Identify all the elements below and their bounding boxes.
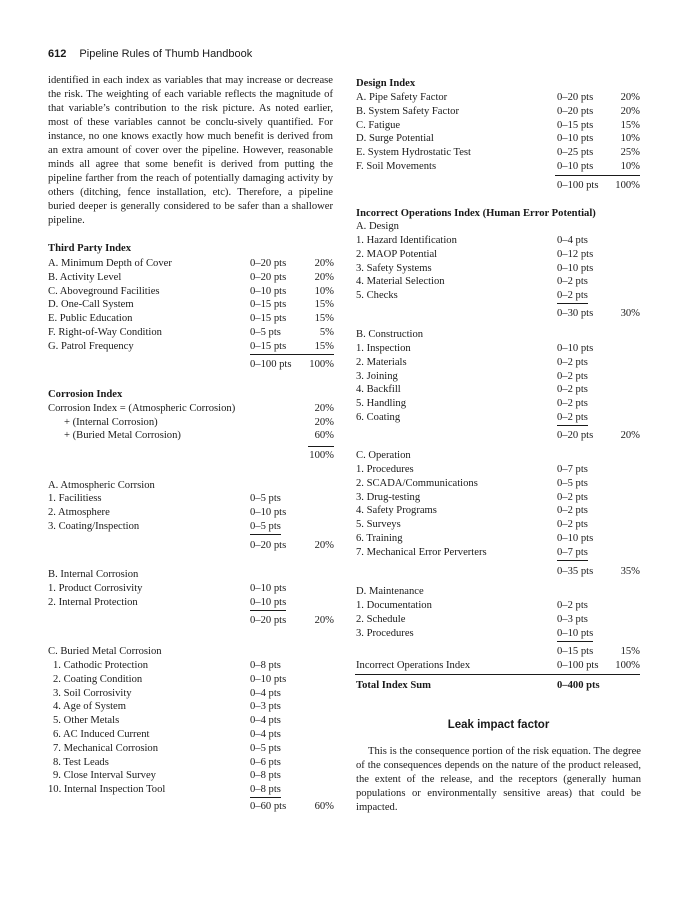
item-label: 6. Training [356,533,403,544]
item-label: A. Minimum Depth of Cover [48,258,172,269]
total-index-label: Total Index Sum [356,680,431,691]
item-pct: 10% [314,285,334,297]
item-pts: 0–10 pts [557,133,594,145]
total-pct: 20% [314,540,334,551]
internal-corrosion-title: B. Internal Corrosion [48,569,139,580]
corrosion-formula-rule [308,446,334,447]
item-label: 1. Cathodic Protection [53,660,149,671]
item-pts: 0–20 pts [250,258,287,269]
item-pct: 15% [620,119,640,131]
item-pct: 25% [620,147,640,159]
item-pts: 0–4 pts [250,687,281,699]
io-construction-title: B. Construction [356,329,424,340]
item-label: 2. Coating Condition [53,673,143,685]
item-label: 2. Internal Protection [48,597,138,608]
item-label: 2. Atmosphere [48,507,110,518]
item-pts: 0–7 pts [557,464,588,475]
page-header [48,48,252,60]
item-label: 10. Internal Inspection Tool [48,784,166,796]
item-pts: 0–2 pts [557,276,588,288]
item-pct: 20% [620,105,640,117]
item-label: F. Soil Movements [356,161,437,172]
item-label: 1. Facilitiess [48,493,102,504]
item-pts: 0–2 pts [557,398,588,410]
item-label: D. Surge Potential [356,133,434,145]
item-label: A. Pipe Safety Factor [356,92,448,103]
total-pts: 0–20 pts [250,615,287,626]
item-pts: 0–4 pts [250,729,281,740]
item-label: 9. Close Interval Survey [53,770,156,782]
io-design-title: A. Design [356,221,399,232]
item-pts: 0–10 pts [250,507,287,518]
item-label: G. Patrol Frequency [48,340,134,352]
item-pts: 0–10 pts [557,161,594,172]
corrosion-title: Corrosion Index [48,389,123,400]
total-pts: 0–30 pts [557,308,594,319]
item-pct: 15% [314,313,334,325]
io-operation-title: C. Operation [356,450,411,461]
item-pct: 15% [314,340,334,352]
item-pts: 0–2 pts [557,384,588,396]
total-pts: 0–35 pts [557,566,594,577]
item-pct: 60% [314,430,334,441]
item-label: 1. Product Corrosivity [48,583,143,594]
item-pts: 0–20 pts [250,271,287,283]
design-total-rule [555,175,640,176]
item-pts: 0–2 pts [557,370,588,382]
total-pct: 100% [615,180,640,191]
item-label: 3. Soil Corrosivity [53,687,132,699]
item-label: 1. Procedures [356,464,414,475]
item-label: 1. Hazard Identification [356,235,457,246]
item-pts: 0–5 pts [250,327,281,338]
item-pts: 0–5 pts [557,477,588,489]
total-pct: 20% [620,430,640,441]
item-pts: 0–15 pts [250,313,287,325]
item-pct: 20% [620,92,640,103]
atmospheric-title: A. Atmospheric Corrsion [48,480,155,491]
item-label: 4. Age of System [53,701,126,713]
item-pts: 0–2 pts [557,411,588,426]
total-pts: 0–20 pts [250,540,287,551]
item-pct: 20% [314,403,334,414]
item-label: F. Right-of-Way Condition [48,327,162,338]
item-pts: 0–20 pts [557,105,594,117]
item-label: 5. Other Metals [53,715,120,727]
item-label: 6. AC Induced Current [53,729,150,740]
total-index-rule [355,674,640,675]
design-title: Design Index [356,78,416,89]
third-party-total-rule [250,354,334,355]
item-pts: 0–5 pts [250,493,281,504]
item-label: E. Public Education [48,313,133,325]
item-label: 5. Surveys [356,519,401,531]
item-label: 7. Mechanical Corrosion [53,742,159,754]
intro-paragraph: identified in each index as variables that may increase or decrease the risk. The weighting of each variable reflects the magnitude of that variable’s contribution to the risk picture. As noted earlier, most of these variables cannot be conclu-sively quantified. For instance, no one knows exactly how much benefit is derived from an extra amount of cover over the pipeline. However, reasonable minds all agree that some benefit is derived from putting the pipeline farther from the reach of potentially damaging activity by others (ditching, fence installation, etc). Therefore, a pipeline buried deeper is generally considered to be safer than a shallower pipeline. [48,75,333,226]
item-label: 3. Drug-testing [356,491,421,503]
item-label: 5. Handling [356,398,407,410]
item-label: 8. Test Leads [53,756,109,768]
item-pts: 0–25 pts [557,147,594,159]
io-summary-pct: 100% [615,660,640,671]
formula-total: 100% [309,450,334,461]
io-summary-label: Incorrect Operations Index [356,660,471,671]
item-pct: 10% [620,161,640,172]
item-pts: 0–8 pts [250,783,281,798]
third-party-title: Third Party Index [48,243,131,254]
item-label: + (Internal Corrosion) [64,416,158,428]
book-title: Pipeline Rules of Thumb Handbook [79,48,253,60]
item-label: 3. Coating/Inspection [48,521,140,532]
item-label: Corrosion Index = (Atmospheric Corrosion) [48,403,236,414]
item-pts: 0–2 pts [557,289,588,304]
item-pts: 0–5 pts [250,742,281,754]
item-pct: 10% [620,133,640,145]
buried-corrosion-title: C. Buried Metal Corrosion [48,646,162,657]
item-label: 2. MAOP Potential [356,248,438,260]
item-pts: 0–10 pts [557,627,593,642]
total-pts: 0–100 pts [250,359,292,370]
total-pts: 0–20 pts [557,430,594,441]
leak-impact-paragraph: This is the consequence portion of the risk equation. The degree of the consequences depends on the nature of the product released, the extent of the release, and the receptors (generally human populations or environmentally sensitive areas) that could be impacted. [356,746,641,813]
item-pct: 20% [314,416,334,428]
item-pts: 0–10 pts [250,596,286,611]
item-pts: 0–4 pts [557,235,588,246]
item-label: 4. Backfill [356,384,401,396]
item-pts: 0–2 pts [557,491,588,503]
item-pts: 0–10 pts [557,533,594,544]
total-pct: 100% [309,359,334,370]
io-maintenance-title: D. Maintenance [356,586,424,597]
item-pct: 15% [314,299,334,311]
item-label: C. Aboveground Facilities [48,285,160,297]
item-pts: 0–6 pts [250,756,281,768]
item-pts: 0–7 pts [557,546,588,561]
item-label: 3. Safety Systems [356,262,432,274]
item-label: 1. Inspection [356,343,411,354]
item-label: 2. Schedule [356,613,406,625]
total-pts: 0–15 pts [557,646,594,657]
item-label: B. Activity Level [48,271,122,283]
item-pts: 0–8 pts [250,770,281,782]
item-pts: 0–10 pts [250,583,287,594]
incorrect-ops-title: Incorrect Operations Index (Human Error Potential) [356,208,596,219]
item-pts: 0–10 pts [557,262,594,274]
total-pts: 0–60 pts [250,801,287,812]
item-label: 2. SCADA/Communications [356,477,478,489]
item-pct: 20% [314,258,334,269]
page-number: 612 [48,48,67,60]
item-pts: 0–3 pts [557,613,588,625]
item-pts: 0–2 pts [557,600,588,611]
item-pts: 0–3 pts [250,701,281,713]
total-pct: 35% [620,566,640,577]
item-label: 1. Documentation [356,600,432,611]
item-pts: 0–10 pts [250,285,287,297]
item-pts: 0–12 pts [557,248,594,260]
total-pts: 0–100 pts [557,180,599,191]
item-label: 5. Checks [356,290,398,302]
item-label: 7. Mechanical Error Perverters [356,546,487,558]
item-pts: 0–15 pts [250,340,287,352]
item-label: B. System Safety Factor [356,105,459,117]
item-label: 3. Procedures [356,627,414,639]
leak-impact-heading: Leak impact factor [447,719,550,731]
item-pts: 0–15 pts [557,119,594,131]
item-pct: 5% [319,327,334,338]
item-pct: 20% [314,271,334,283]
item-pts: 0–10 pts [557,343,594,354]
total-pct: 20% [314,615,334,626]
total-pct: 30% [620,308,640,319]
item-label: 3. Joining [356,370,398,382]
item-pts: 0–5 pts [250,520,281,535]
item-label: 2. Materials [356,356,407,368]
item-label: E. System Hydrostatic Test [356,147,471,159]
total-index-pts: 0–400 pts [557,680,600,691]
item-label: 6. Coating [356,412,401,423]
item-pts: 0–2 pts [557,519,588,531]
item-pts: 0–2 pts [557,356,588,368]
io-summary-pts: 0–100 pts [557,660,599,671]
item-pts: 0–20 pts [557,92,594,103]
total-pct: 15% [620,646,640,657]
item-pts: 0–10 pts [250,673,287,685]
item-label: 4. Material Selection [356,276,445,288]
item-pts: 0–15 pts [250,299,287,311]
item-label: 4. Safety Programs [356,505,437,517]
item-label: D. One-Call System [48,299,134,311]
item-label: C. Fatigue [356,119,401,131]
item-pts: 0–2 pts [557,505,588,517]
item-label: + (Buried Metal Corrosion) [64,430,181,441]
item-pts: 0–4 pts [250,715,281,727]
total-pct: 60% [314,801,334,812]
item-pts: 0–8 pts [250,660,281,671]
